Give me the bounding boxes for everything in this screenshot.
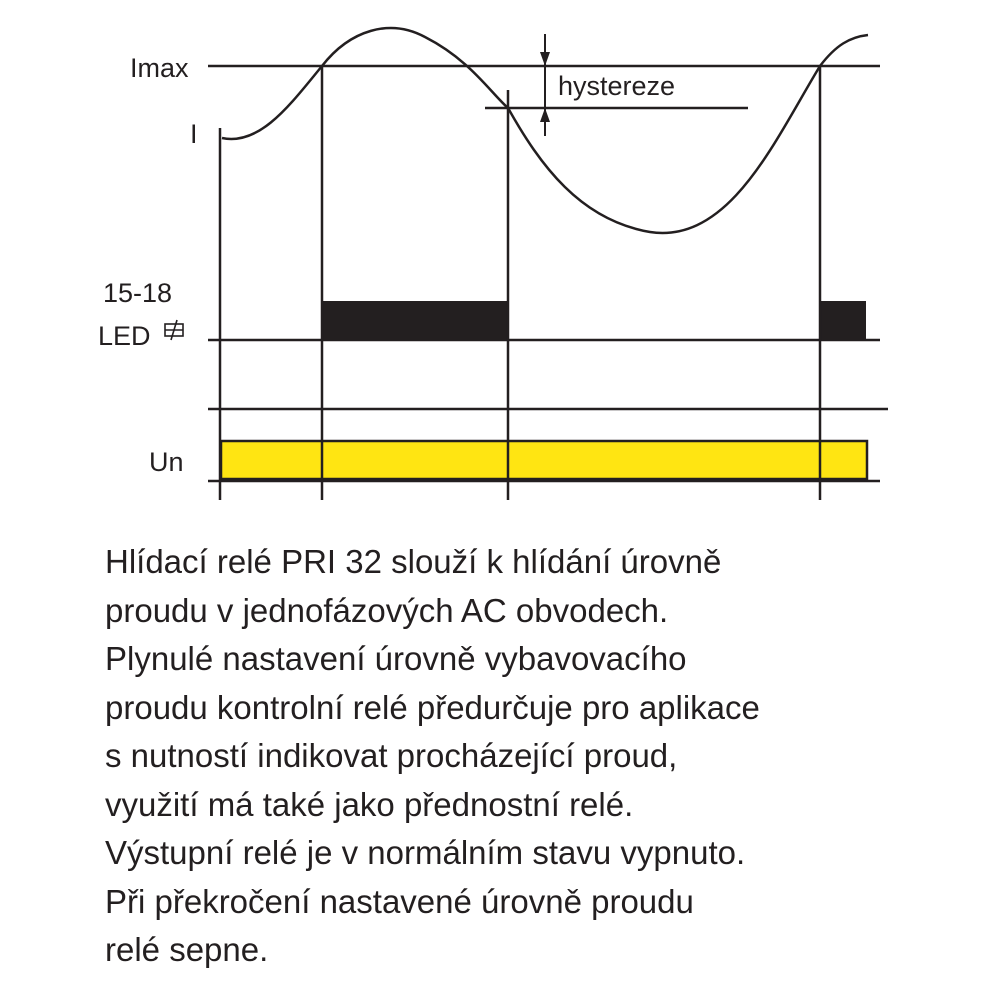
relay-coil-icon	[165, 320, 183, 340]
description-line: proudu kontrolní relé předurčuje pro aplikace	[105, 688, 760, 726]
description-line: využití má také jako přednostní relé.	[105, 785, 634, 823]
description-line: proudu v jednofázových AC obvodech.	[105, 591, 669, 629]
label-led: LED	[98, 321, 151, 351]
label-supply: Un	[149, 447, 184, 477]
description-line: Hlídací relé PRI 32 slouží k hlídání úrovně	[105, 543, 722, 580]
label-hysteresis: hystereze	[558, 71, 676, 101]
description-line: s nutností indikovat procházející proud,	[105, 737, 678, 774]
description-text	[105, 538, 985, 975]
description-line: Při překročení nastavené úrovně proudu	[105, 882, 694, 920]
label-contacts: 15-18	[103, 278, 173, 308]
relay-on-block	[820, 301, 866, 340]
relay-on-block	[322, 301, 508, 340]
description-line: Plynulé nastavení úrovně vybavovacího	[105, 640, 687, 677]
hysteresis-dimension-arrow	[540, 34, 550, 136]
label-current: I	[190, 119, 198, 149]
label-imax: Imax	[130, 53, 189, 83]
supply-voltage-bar	[221, 441, 867, 479]
description-line: Výstupní relé je v normálním stavu vypnuto.	[105, 834, 746, 871]
description-line: relé sepne.	[105, 931, 269, 968]
